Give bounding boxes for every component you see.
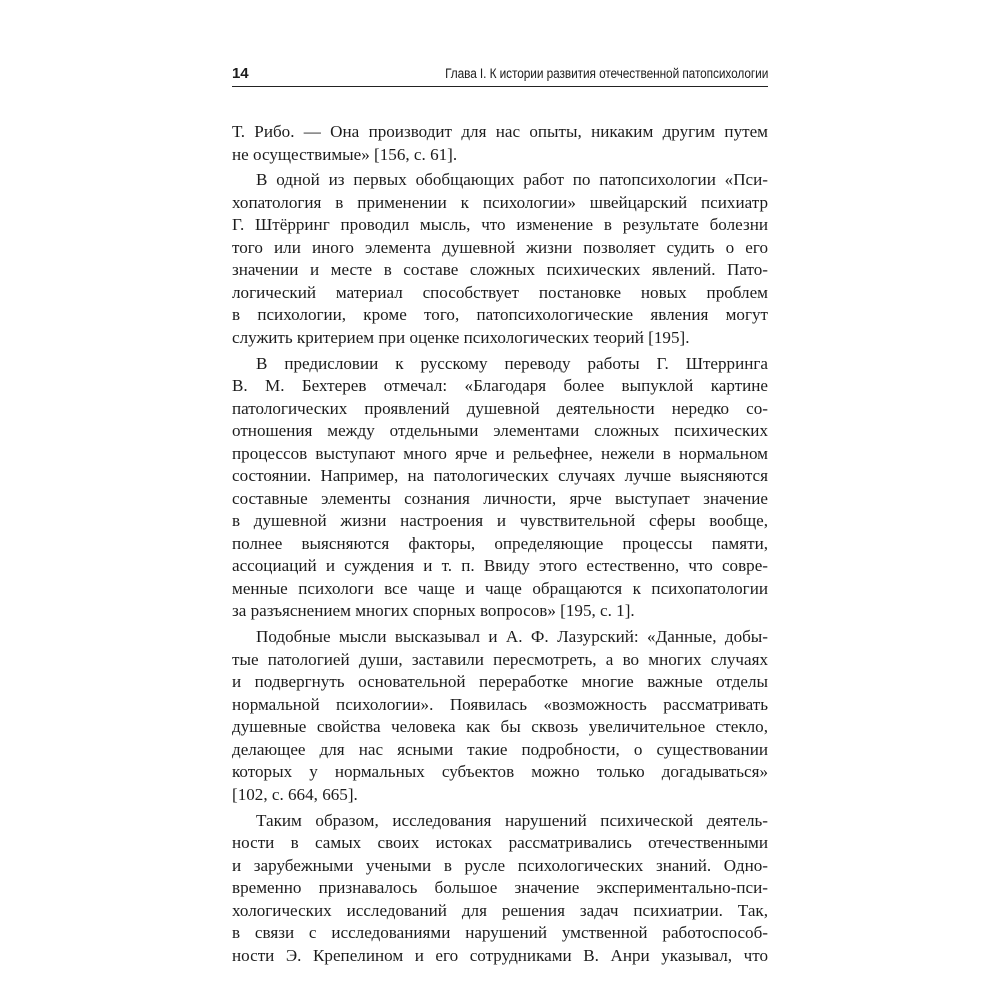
text-line: служить критерием при оценке психологических теорий [195].: [232, 327, 690, 347]
text-line: и подвергнуть основательной переработке многие важные отделы: [232, 672, 768, 692]
chapter-title: Глава I. К истории развития отечественной патопсихологии: [444, 66, 768, 81]
paragraph: [232, 810, 768, 968]
text-line: отношения между отдельными элементами сложных психических: [232, 421, 768, 441]
text-line: в психологии, кроме того, патопсихологические явления могут: [232, 305, 768, 325]
text-line: тые патологией души, заставили пересмотреть, а во многих случаях: [232, 649, 768, 669]
text-line: хологических исследований для решения задач психиатрии. Так,: [232, 900, 768, 920]
text-line: полнее выясняются факторы, определяющие процессы памяти,: [232, 533, 768, 553]
text-line: процессов выступают много ярче и рельефнее, нежели в нормальном: [232, 443, 768, 463]
text-line: ности Э. Крепелином и его сотрудниками В. Анри указывал, что: [232, 945, 768, 965]
paragraph: [232, 353, 768, 623]
body-text: [232, 121, 768, 967]
text-line: которых у нормальных субъектов можно только догадываться»: [232, 762, 768, 782]
text-line: менные психологи все чаще и чаще обращаются к психопатологии: [232, 578, 768, 598]
text-line: ассоциаций и суждения и т. п. Ввиду этого естественно, что совре-: [232, 556, 768, 576]
text-line: состоянии. Например, на патологических случаях лучше выясняются: [232, 466, 768, 486]
text-line: и зарубежными учеными в русле психологических знаний. Одно-: [232, 855, 768, 875]
text-line: за разъяснением многих спорных вопросов» [195, с. 1].: [232, 601, 635, 621]
text-line: временно признавалось большое значение экспериментально-пси-: [232, 878, 768, 898]
text-line: ности в самых своих истоках рассматривались отечественными: [232, 833, 768, 853]
text-line: делающее для нас ясными такие подробности, о существовании: [232, 739, 768, 759]
text-line: в душевной жизни настроения и чувствительной сферы вообще,: [232, 511, 768, 531]
paragraph: [232, 626, 768, 806]
text-line: Г. Штёрринг проводил мысль, что изменение в результате болезни: [232, 215, 768, 235]
text-line: в связи с исследованиями нарушений умственной работоспособ-: [232, 923, 768, 943]
text-line: логический материал способствует постановке новых проблем: [232, 282, 768, 302]
text-line: Т. Рибо. — Она производит для нас опыты, никаким другим путем: [232, 122, 768, 141]
paragraph: [232, 169, 768, 349]
paragraph: [232, 121, 768, 166]
text-line: [102, с. 664, 665].: [232, 784, 358, 804]
text-line: Таким образом, исследования нарушений психической деятель-: [256, 810, 768, 830]
text-line: Подобные мысли высказывал и А. Ф. Лазурский: «Данные, добы-: [256, 627, 768, 647]
running-header: [232, 58, 768, 87]
page-number: 14: [232, 65, 249, 82]
text-line: того или иного элемента душевной жизни позволяет судить о его: [232, 237, 768, 257]
text-line: не осуществимые» [156, с. 61].: [232, 144, 458, 164]
text-line: душевные свойства человека как бы сквозь увеличительное стекло,: [232, 717, 768, 737]
book-page: [232, 58, 768, 965]
text-line: В одной из первых обобщающих работ по патопсихологии «Пси-: [256, 170, 768, 190]
text-line: значении и месте в составе сложных психических явлений. Пато-: [232, 260, 768, 280]
text-line: нормальной психологии». Появилась «возможность рассматривать: [232, 694, 768, 714]
text-line: составные элементы сознания личности, ярче выступает значение: [232, 488, 768, 508]
text-line: В. М. Бехтерев отмечал: «Благодаря более выпуклой картине: [232, 376, 768, 396]
text-line: хопатология в применении к психологии» швейцарский психиатр: [232, 192, 768, 212]
text-line: В предисловии к русскому переводу работы Г. Штерринга: [256, 353, 768, 373]
text-line: патологических проявлений душевной деятельности нередко со-: [232, 398, 768, 418]
